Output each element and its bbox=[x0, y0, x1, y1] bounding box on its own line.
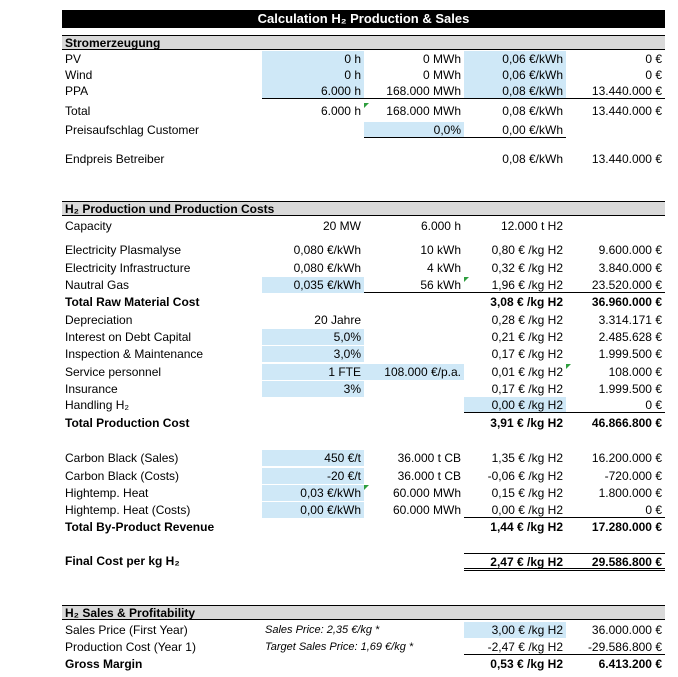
row-label: Final Cost per kg H₂ bbox=[65, 554, 180, 568]
row-label: Hightemp. Heat (Costs) bbox=[65, 503, 191, 517]
amount-cell: 29.586.800 € bbox=[566, 553, 665, 571]
perkg-cell: 3,91 € /kg H2 bbox=[490, 416, 563, 430]
fte-cell[interactable]: 1 FTE bbox=[262, 364, 364, 380]
row-label: Total Raw Material Cost bbox=[65, 295, 200, 309]
row-total-production bbox=[62, 415, 665, 431]
row-label: Wind bbox=[65, 68, 93, 82]
years-cell: 20 Jahre bbox=[314, 313, 361, 327]
perkg-cell: 0,00 € /kg H2 bbox=[464, 502, 566, 518]
section-header-stromerzeugung: Stromerzeugung bbox=[62, 35, 665, 50]
perkg-cell: 0,21 € /kg H2 bbox=[491, 330, 563, 344]
row-ppa bbox=[62, 83, 665, 99]
row-hightemp-heat bbox=[62, 485, 665, 501]
amount-cell: 17.280.000 € bbox=[591, 520, 662, 534]
qty-cell: 60.000 MWh bbox=[392, 503, 461, 517]
row-total-raw-material bbox=[62, 294, 665, 310]
sales-price-note: Sales Price: 2,35 €/kg * bbox=[265, 624, 380, 636]
rate-cell[interactable]: 0,03 €/kWh bbox=[262, 485, 364, 501]
percent-cell[interactable]: 3% bbox=[262, 381, 364, 397]
rate-cell[interactable]: 0,035 €/kWh bbox=[262, 277, 364, 293]
row-label: Capacity bbox=[65, 219, 112, 233]
hours-cell[interactable]: 6.000 h bbox=[262, 83, 364, 99]
row-label: Total By-Product Revenue bbox=[65, 520, 215, 534]
perkg-cell: 0,53 € /kg H2 bbox=[490, 657, 563, 671]
amount-cell: 13.440.000 € bbox=[566, 83, 665, 99]
amount-cell: 36.000.000 € bbox=[591, 623, 662, 637]
row-production-cost bbox=[62, 639, 665, 655]
rate-cell[interactable]: -20 €/t bbox=[262, 468, 364, 484]
row-carbon-black-sales bbox=[62, 450, 665, 466]
perkg-cell: 0,32 € /kg H2 bbox=[491, 261, 563, 275]
price-cell[interactable]: 0,06 €/kWh bbox=[464, 51, 566, 67]
row-sales-price bbox=[62, 622, 665, 638]
percent-cell[interactable]: 5,0% bbox=[262, 329, 364, 345]
amount-cell: 36.960.000 € bbox=[591, 295, 662, 309]
percent-cell[interactable]: 3,0% bbox=[262, 346, 364, 362]
perkg-cell: 1,35 € /kg H2 bbox=[491, 451, 563, 465]
amount-cell: 16.200.000 € bbox=[591, 451, 662, 465]
price-cell: 0,08 €/kWh bbox=[502, 152, 563, 166]
amount-cell: -29.586.800 € bbox=[566, 639, 665, 655]
amount-cell: 46.866.800 € bbox=[591, 416, 662, 430]
section-header-production: H₂ Production und Production Costs bbox=[62, 201, 665, 216]
row-carbon-black-costs bbox=[62, 468, 665, 484]
mwh-cell: 0 MWh bbox=[422, 68, 461, 82]
target-sales-price-note: Target Sales Price: 1,69 €/kg * bbox=[265, 641, 414, 653]
percent-cell[interactable]: 0,0% bbox=[364, 122, 464, 138]
row-gross-margin bbox=[62, 656, 665, 672]
row-label: Carbon Black (Sales) bbox=[65, 451, 179, 465]
row-label: Preisaufschlag Customer bbox=[65, 123, 200, 137]
rate-cell: 0,080 €/kWh bbox=[293, 261, 361, 275]
hours-cell: 6.000 h bbox=[420, 219, 461, 233]
salary-cell[interactable]: 108.000 €/p.a. bbox=[364, 364, 464, 380]
price-cell[interactable]: 0,08 €/kWh bbox=[464, 83, 566, 99]
amount-cell: 9.600.000 € bbox=[598, 243, 662, 257]
row-label: Interest on Debt Capital bbox=[65, 330, 192, 344]
section-header-sales: H₂ Sales & Profitability bbox=[62, 605, 665, 620]
row-natural-gas bbox=[62, 277, 665, 293]
amount-cell: -720.000 € bbox=[604, 469, 662, 483]
row-electricity-plasmalyse bbox=[62, 242, 665, 258]
row-label: PPA bbox=[65, 84, 89, 98]
row-label: Insurance bbox=[65, 382, 118, 396]
perkg-cell: 3,08 € /kg H2 bbox=[490, 295, 563, 309]
amount-cell: 1.999.500 € bbox=[598, 347, 662, 361]
price-cell: 0,08 €/kWh bbox=[502, 104, 563, 118]
qty-cell: 56 kWh bbox=[364, 277, 464, 293]
row-label: Carbon Black (Costs) bbox=[65, 469, 180, 483]
row-depreciation bbox=[62, 312, 665, 328]
qty-cell: 10 kWh bbox=[420, 243, 461, 257]
row-electricity-infrastructure bbox=[62, 260, 665, 276]
tonnes-cell: 12.000 t H2 bbox=[500, 219, 563, 233]
row-final-cost bbox=[62, 553, 665, 571]
row-hightemp-heat-costs bbox=[62, 502, 665, 518]
row-total-byproduct bbox=[62, 519, 665, 535]
amount-cell: 108.000 € bbox=[566, 364, 665, 380]
amount-cell: 13.440.000 € bbox=[591, 152, 662, 166]
row-label: Gross Margin bbox=[65, 657, 143, 671]
price-cell: 0,00 €/kWh bbox=[464, 122, 566, 138]
perkg-cell[interactable]: 0,00 € /kg H2 bbox=[464, 397, 566, 413]
row-label: Total Production Cost bbox=[65, 416, 190, 430]
row-capacity bbox=[62, 218, 665, 234]
row-label: Total bbox=[65, 104, 91, 118]
price-cell[interactable]: 0,06 €/kWh bbox=[464, 67, 566, 83]
perkg-cell: 0,28 € /kg H2 bbox=[491, 313, 563, 327]
row-label: Electricity Plasmalyse bbox=[65, 243, 182, 257]
perkg-cell: 0,01 € /kg H2 bbox=[491, 365, 563, 379]
mwh-cell: 168.000 MWh bbox=[364, 103, 464, 119]
rate-cell[interactable]: 450 €/t bbox=[262, 450, 364, 466]
amount-cell: 0 € bbox=[645, 68, 662, 82]
row-label: Electricity Infrastructure bbox=[65, 261, 191, 275]
amount-cell: 3.314.171 € bbox=[598, 313, 662, 327]
capacity-cell: 20 MW bbox=[322, 219, 361, 233]
perkg-cell: -0,06 € /kg H2 bbox=[487, 469, 563, 483]
perkg-cell: 0,15 € /kg H2 bbox=[491, 486, 563, 500]
hours-cell[interactable]: 0 h bbox=[262, 67, 364, 83]
sheet-title: Calculation H₂ Production & Sales bbox=[62, 10, 665, 28]
amount-cell: 0 € bbox=[566, 502, 665, 518]
row-label: Nautral Gas bbox=[65, 278, 130, 292]
row-total bbox=[62, 103, 665, 119]
row-label: Inspection & Maintenance bbox=[65, 347, 204, 361]
perkg-cell: 0,17 € /kg H2 bbox=[491, 347, 563, 361]
row-label: Sales Price (First Year) bbox=[65, 623, 188, 637]
row-label: Handling H₂ bbox=[65, 398, 130, 412]
amount-cell: 0 € bbox=[645, 52, 662, 66]
mwh-cell: 168.000 MWh bbox=[364, 83, 464, 99]
row-label: Hightemp. Heat bbox=[65, 486, 149, 500]
amount-cell: 1.800.000 € bbox=[598, 486, 662, 500]
hours-cell[interactable]: 0 h bbox=[262, 51, 364, 67]
amount-cell: 13.440.000 € bbox=[591, 104, 662, 118]
perkg-cell: 1,96 € /kg H2 bbox=[464, 277, 566, 293]
amount-cell: 3.840.000 € bbox=[598, 261, 662, 275]
rate-cell[interactable]: 0,00 €/kWh bbox=[262, 502, 364, 518]
row-preisaufschlag bbox=[62, 122, 665, 138]
qty-cell: 36.000 t CB bbox=[397, 451, 461, 465]
perkg-cell: 1,44 € /kg H2 bbox=[490, 520, 563, 534]
rate-cell: 0,080 €/kWh bbox=[293, 243, 361, 257]
mwh-cell: 0 MWh bbox=[422, 52, 461, 66]
row-service-personnel bbox=[62, 364, 665, 380]
row-wind bbox=[62, 67, 665, 83]
row-label: Depreciation bbox=[65, 313, 133, 327]
perkg-cell: 2,47 € /kg H2 bbox=[464, 553, 566, 571]
row-interest bbox=[62, 329, 665, 345]
amount-cell: 2.485.628 € bbox=[598, 330, 662, 344]
amount-cell: 1.999.500 € bbox=[598, 382, 662, 396]
amount-cell: 6.413.200 € bbox=[598, 657, 662, 671]
perkg-cell[interactable]: 3,00 € /kg H2 bbox=[464, 622, 566, 638]
amount-cell: 0 € bbox=[566, 397, 665, 413]
row-handling bbox=[62, 397, 665, 413]
row-label: Production Cost (Year 1) bbox=[65, 640, 196, 654]
perkg-cell: 0,17 € /kg H2 bbox=[491, 382, 563, 396]
row-insurance bbox=[62, 381, 665, 397]
row-label: PV bbox=[65, 52, 82, 66]
hours-cell: 6.000 h bbox=[320, 104, 361, 118]
perkg-cell: -2,47 € /kg H2 bbox=[464, 639, 566, 655]
row-label: Endpreis Betreiber bbox=[65, 152, 165, 166]
row-inspection bbox=[62, 346, 665, 362]
row-label: Service personnel bbox=[65, 365, 162, 379]
qty-cell: 4 kWh bbox=[426, 261, 461, 275]
qty-cell: 36.000 t CB bbox=[397, 469, 461, 483]
amount-cell: 23.520.000 € bbox=[566, 277, 665, 293]
qty-cell: 60.000 MWh bbox=[364, 485, 464, 501]
perkg-cell: 0,80 € /kg H2 bbox=[491, 243, 563, 257]
row-pv bbox=[62, 51, 665, 67]
row-endpreis bbox=[62, 151, 665, 167]
